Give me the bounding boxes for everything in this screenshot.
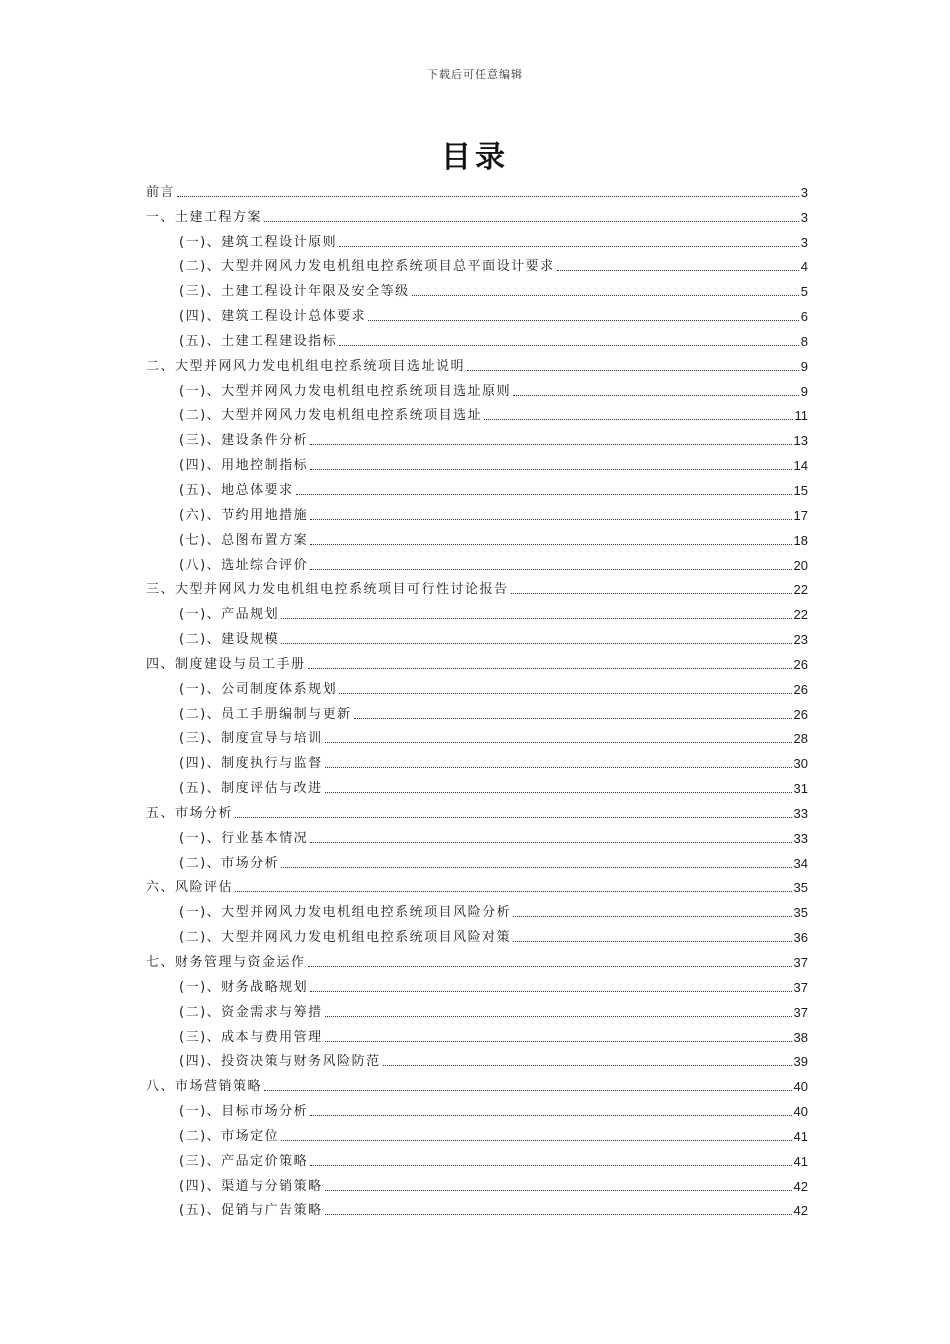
toc-entry-page: 40 <box>793 1104 808 1120</box>
toc-entry[interactable] <box>146 499 808 524</box>
toc-leader-dots <box>281 866 791 868</box>
toc-entry-page: 3 <box>800 234 808 250</box>
toc-entry[interactable] <box>146 673 808 698</box>
toc-entry-page: 33 <box>793 805 808 821</box>
toc-entry-label: (六)、节约用地措施 <box>179 507 309 523</box>
toc-leader-dots <box>310 468 791 470</box>
toc-leader-dots <box>177 195 799 197</box>
toc-entry-label: (四)、制度执行与监督 <box>179 756 323 772</box>
toc-entry[interactable] <box>146 1046 808 1071</box>
toc-entry[interactable] <box>146 623 808 648</box>
toc-entry[interactable] <box>146 1195 808 1220</box>
toc-leader-dots <box>513 940 791 942</box>
toc-entry[interactable] <box>146 971 808 996</box>
toc-entry-label: (二)、大型并网风力发电机组电控系统项目总平面设计要求 <box>179 259 555 275</box>
toc-entry-page: 38 <box>793 1029 808 1045</box>
toc-entry-label: 五、市场分析 <box>146 805 234 821</box>
toc-entry-label: (二)、大型并网风力发电机组电控系统项目选址 <box>179 408 483 424</box>
toc-entry-page: 5 <box>800 284 808 300</box>
toc-leader-dots <box>557 269 799 271</box>
toc-leader-dots <box>296 493 792 495</box>
toc-entry-page: 20 <box>793 557 808 573</box>
toc-entry-label: (四)、用地控制指标 <box>179 458 309 474</box>
toc-entry[interactable] <box>146 648 808 673</box>
toc-leader-dots <box>383 1064 792 1066</box>
toc-entry-label: (二)、建设规模 <box>179 632 280 648</box>
toc-leader-dots <box>325 766 792 768</box>
toc-entry[interactable] <box>146 1120 808 1145</box>
toc-entry[interactable] <box>146 747 808 772</box>
toc-entry-page: 3 <box>800 184 808 200</box>
toc-leader-dots <box>513 915 791 917</box>
toc-entry-page: 11 <box>794 408 808 424</box>
toc-entry[interactable] <box>146 251 808 276</box>
toc-leader-dots <box>354 717 792 719</box>
toc-entry-label: (七)、总图布置方案 <box>179 532 309 548</box>
toc-entry-label: (二)、员工手册编制与更新 <box>179 706 352 722</box>
toc-entry-page: 15 <box>793 482 808 498</box>
toc-entry-page: 14 <box>793 458 808 474</box>
toc-entry-label: 二、大型并网风力发电机组电控系统项目选址说明 <box>146 358 466 374</box>
toc-entry[interactable] <box>146 574 808 599</box>
toc-leader-dots <box>368 319 799 321</box>
toc-leader-dots <box>325 741 792 743</box>
toc-leader-dots <box>264 220 799 222</box>
toc-entry[interactable] <box>146 226 808 251</box>
toc-entry-page: 18 <box>793 532 808 548</box>
toc-entry-label: (一)、目标市场分析 <box>179 1104 309 1120</box>
toc-entry-label: (一)、大型并网风力发电机组电控系统项目选址原则 <box>179 383 512 399</box>
toc-entry-label: (一)、行业基本情况 <box>179 830 309 846</box>
toc-entry[interactable] <box>146 1145 808 1170</box>
toc-entry[interactable] <box>146 723 808 748</box>
toc-entry[interactable] <box>146 698 808 723</box>
toc-leader-dots <box>281 642 791 644</box>
toc-leader-dots <box>325 791 792 793</box>
toc-entry-label: (一)、公司制度体系规划 <box>179 681 338 697</box>
toc-entry-label: 四、制度建设与员工手册 <box>146 656 306 672</box>
toc-entry-label: (二)、资金需求与筹措 <box>179 1004 323 1020</box>
toc-entry[interactable] <box>146 176 808 201</box>
toc-entry[interactable] <box>146 449 808 474</box>
toc-leader-dots <box>310 990 791 992</box>
toc-entry-page: 22 <box>793 607 808 623</box>
toc-entry-page: 6 <box>800 309 808 325</box>
toc-leader-dots <box>325 1040 792 1042</box>
toc-entry-label: (四)、投资决策与财务风险防范 <box>179 1054 381 1070</box>
toc-entry-page: 17 <box>793 507 808 523</box>
page-title: 目录 <box>441 140 509 175</box>
toc-entry[interactable] <box>146 847 808 872</box>
toc-leader-dots <box>325 1015 792 1017</box>
toc-entry[interactable] <box>146 300 808 325</box>
toc-entry[interactable] <box>146 474 808 499</box>
toc-leader-dots <box>235 816 792 818</box>
table-of-contents <box>146 176 808 1219</box>
toc-entry-page: 13 <box>793 433 808 449</box>
toc-entry-label: (一)、建筑工程设计原则 <box>179 234 338 250</box>
toc-leader-dots <box>308 965 792 967</box>
toc-leader-dots <box>412 294 799 296</box>
toc-entry[interactable] <box>146 921 808 946</box>
toc-entry-page: 34 <box>793 855 808 871</box>
toc-entry-label: (二)、大型并网风力发电机组电控系统项目风险对策 <box>179 930 512 946</box>
toc-entry-page: 22 <box>793 582 808 598</box>
toc-entry-label: (三)、制度宣导与培训 <box>179 731 323 747</box>
toc-entry-page: 42 <box>793 1203 808 1219</box>
toc-leader-dots <box>310 841 791 843</box>
toc-entry[interactable] <box>146 201 808 226</box>
toc-entry-page: 42 <box>793 1178 808 1194</box>
toc-entry-page: 40 <box>793 1079 808 1095</box>
toc-entry-label: 七、财务管理与资金运作 <box>146 955 306 970</box>
toc-leader-dots <box>513 394 799 396</box>
toc-leader-dots <box>339 245 799 247</box>
toc-entry-label: 一、土建工程方案 <box>146 209 263 225</box>
toc-entry-label: (三)、产品定价策略 <box>179 1153 309 1169</box>
toc-entry[interactable] <box>146 424 808 449</box>
toc-leader-dots <box>339 692 791 694</box>
toc-leader-dots <box>484 418 792 420</box>
toc-entry-label: (四)、建筑工程设计总体要求 <box>179 309 367 325</box>
toc-leader-dots <box>310 443 791 445</box>
toc-entry-page: 39 <box>793 1054 808 1070</box>
toc-entry-label: (一)、大型并网风力发电机组电控系统项目风险分析 <box>179 905 512 921</box>
toc-entry[interactable] <box>146 1021 808 1046</box>
toc-entry[interactable] <box>146 797 808 822</box>
toc-entry-page: 9 <box>800 383 808 399</box>
toc-entry-page: 31 <box>793 781 808 797</box>
header-note: 下载后可任意编辑 <box>427 68 523 81</box>
toc-leader-dots <box>310 518 791 520</box>
toc-entry-page: 9 <box>800 358 808 374</box>
toc-entry-page: 30 <box>793 756 808 772</box>
toc-entry-page: 41 <box>793 1128 808 1144</box>
toc-leader-dots <box>467 369 799 371</box>
toc-leader-dots <box>310 543 791 545</box>
toc-entry-label: (四)、渠道与分销策略 <box>179 1178 323 1194</box>
toc-entry[interactable] <box>146 1095 808 1120</box>
toc-entry[interactable] <box>146 524 808 549</box>
toc-leader-dots <box>308 667 792 669</box>
toc-leader-dots <box>264 1089 792 1091</box>
toc-leader-dots <box>310 568 791 570</box>
toc-entry-page: 37 <box>793 955 808 970</box>
toc-leader-dots <box>511 592 792 594</box>
toc-entry[interactable] <box>146 1170 808 1195</box>
toc-entry-label: 三、大型并网风力发电机组电控系统项目可行性讨论报告 <box>146 582 509 598</box>
toc-entry-label: (二)、市场分析 <box>179 855 280 871</box>
toc-entry[interactable] <box>146 375 808 400</box>
toc-entry[interactable] <box>146 946 808 971</box>
toc-leader-dots <box>325 1189 792 1191</box>
toc-leader-dots <box>325 1213 792 1215</box>
toc-entry-page: 23 <box>793 632 808 648</box>
toc-entry[interactable] <box>146 996 808 1021</box>
toc-entry-label: 六、风险评估 <box>146 880 234 896</box>
toc-leader-dots <box>235 890 792 892</box>
toc-leader-dots <box>281 1139 791 1141</box>
toc-entry-label: (五)、地总体要求 <box>179 482 294 498</box>
toc-leader-dots <box>310 1164 791 1166</box>
toc-entry-page: 4 <box>800 259 808 275</box>
toc-entry[interactable] <box>146 350 808 375</box>
toc-leader-dots <box>281 617 791 619</box>
toc-leader-dots <box>310 1114 791 1116</box>
toc-entry-page: 37 <box>793 979 808 995</box>
toc-entry-label: (二)、市场定位 <box>179 1128 280 1144</box>
toc-entry-page: 26 <box>793 706 808 722</box>
toc-entry-label: (三)、成本与费用管理 <box>179 1029 323 1045</box>
toc-entry-label: 八、市场营销策略 <box>146 1079 263 1095</box>
toc-entry-page: 41 <box>793 1153 808 1169</box>
toc-entry[interactable] <box>146 772 808 797</box>
toc-entry[interactable] <box>146 1070 808 1095</box>
toc-entry-label: (三)、土建工程设计年限及安全等级 <box>179 284 410 300</box>
toc-entry-page: 26 <box>793 656 808 672</box>
toc-entry[interactable] <box>146 325 808 350</box>
toc-entry[interactable] <box>146 549 808 574</box>
toc-entry-page: 35 <box>793 880 808 896</box>
toc-leader-dots <box>339 344 799 346</box>
toc-entry-label: 前言 <box>146 184 176 200</box>
toc-entry-label: (一)、财务战略规划 <box>179 979 309 995</box>
toc-entry-page: 33 <box>793 830 808 846</box>
toc-entry-page: 36 <box>793 930 808 946</box>
toc-entry-label: (三)、建设条件分析 <box>179 433 309 449</box>
toc-entry[interactable] <box>146 822 808 847</box>
toc-entry-label: (一)、产品规划 <box>179 607 280 623</box>
toc-entry-page: 8 <box>800 333 808 349</box>
toc-entry[interactable] <box>146 896 808 921</box>
toc-entry-label: (五)、土建工程建设指标 <box>179 333 338 349</box>
toc-entry[interactable] <box>146 872 808 897</box>
toc-entry[interactable] <box>146 400 808 425</box>
toc-entry-page: 28 <box>793 731 808 747</box>
toc-entry-page: 3 <box>800 209 808 225</box>
toc-entry-label: (五)、促销与广告策略 <box>179 1203 323 1219</box>
toc-entry-page: 35 <box>793 905 808 921</box>
toc-entry-label: (五)、制度评估与改进 <box>179 781 323 797</box>
toc-entry-label: (八)、选址综合评价 <box>179 557 309 573</box>
toc-entry[interactable] <box>146 275 808 300</box>
toc-entry-page: 26 <box>793 681 808 697</box>
toc-entry-page: 37 <box>793 1004 808 1020</box>
toc-entry[interactable] <box>146 598 808 623</box>
